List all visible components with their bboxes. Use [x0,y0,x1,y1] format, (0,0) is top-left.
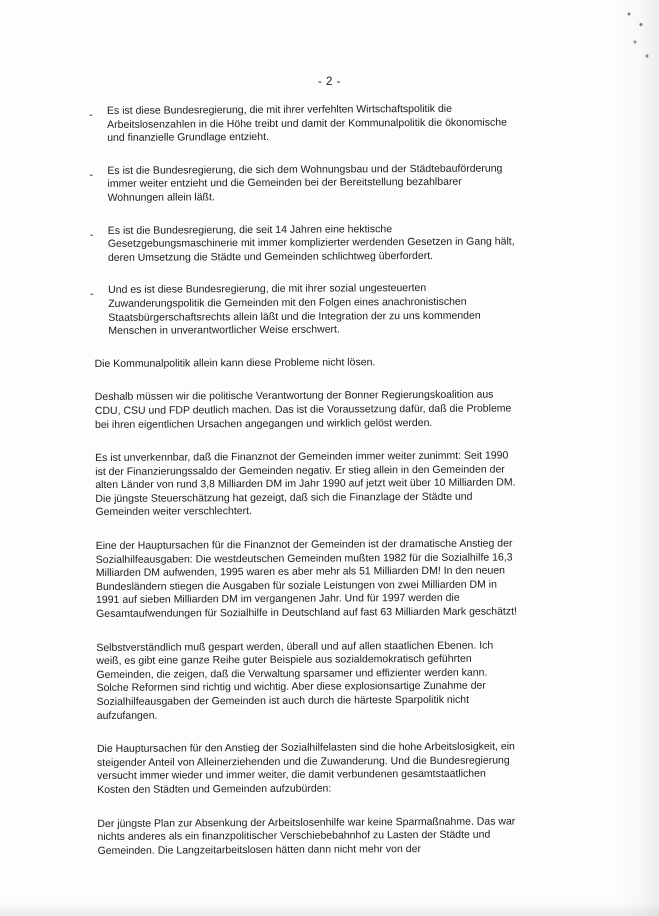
bullet-item: - Und es ist diese Bundesregierung, die mit ihrer sozial ungesteuerten Zuwanderungspolitik die Gemeinden mit den Folgen eines anachronistischen Staatsbürgerschaftsrechts allein läßt und die Integration der zu uns kommenden Menschen in unverantwortlicher Weise erschwert. [94,282,516,339]
scan-shadow-bottom [0,902,659,916]
paragraph: Eine der Hauptursachen für die Finanznot der Gemeinden ist der dramatische Anstieg der Sozialhilfeausgaben: Die westdeutschen Gemeinden mußten 1982 für die Sozialhilfe 16,3 Milliarden DM aufwenden, 1995 waren es aber mehr als 51 Milliarden DM! In den neuen Bundesländern stiegen die Ausgaben für soziale Leistungen von zwei Milliarden DM in 1991 auf sieben Milliarden DM im vergangenen Jahr. Und für 1997 werden die Gesamtaufwendungen für Sozialhilfe in Deutschland auf fast 63 Milliarden Mark geschätzt! [95,537,517,621]
paragraph: Selbstverständlich muß gespart werden, überall und auf allen staatlichen Ebenen. Ich weiß, es gibt eine ganze Reihe guter Beispiele aus sozialdemokratisch geführten Gemeinden, die zeigen, daß die Verwaltung sparsamer und effizienter werden kann. Solche Reformen sind richtig und wichtig. Aber diese explosionsartige Zunahme der Sozialhilfeausgaben der Gemeinden ist auch durch die härteste Sparpolitik nicht aufzufangen. [96,639,494,722]
paragraph: Der jüngste Plan zur Absenkung der Arbeitslosenhilfe war keine Sparmaßnahme. Das war nichts anderes als ein finanzpolitischer Verschiebebahnhof zu Lasten der Städte und Gemeinden. Die Langzeitarbeitslosen hätten dann nicht mehr von der [97,814,516,857]
paragraph: Die Hauptursachen für den Anstieg der Sozialhilfelasten sind die hohe Arbeitslosigkeit, ein steigender Anteil von Alleinerziehenden und die Zuwanderung. Und die Bundesregierung versucht immer wieder und immer weiter, die damit verbundenen gesamtstaatlichen Kosten den Städten und Gemeinden aufzubürden: [96,740,515,796]
bullet-list [93,102,516,338]
page-number: - 2 - [318,76,341,88]
paragraph: Deshalb müssen wir die politische Verantwortung der Bonner Regierungskoalition aus CDU, CSU und FDP deutlich machen. Das ist die Voraussetzung dafür, daß die Probleme bei ihren eigentlichen Ursachen angegangen und wirklich gelöst werden. [94,388,512,431]
paragraph: Es ist unverkennbar, daß die Finanznot der Gemeinden immer weiter zunimmt: Seit 1990 ist der Finanzierungssaldo der Gemeinden negativ. Er stieg allein in den Gemeinden der alten Länder von rund 3,8 Milliarden DM im Jahr 1990 auf jetzt weit über 10 Milliarden DM. Die jüngste Steuerschätzung hat gezeigt, daß sich die Finanzlage der Städte und Gemeinden weiter verschlechtert. [95,449,516,519]
bullet-item: - Es ist die Bundesregierung, die seit 14 Jahren eine hektische Gesetzgebungsmaschinerie mit immer komplizierter werdenden Gesetzen in Gang hält, deren Umsetzung die Städte und Gemeinden schlichtweg überfordert. [94,222,516,265]
scan-shadow-right [613,0,659,916]
bullet-item: - Es ist die Bundesregierung, die sich dem Wohnungsbau und der Städtebauförderung immer weiter entzieht und die Gemeinden bei der Bereitstellung bezahlbarer Wohnungen allein läßt. [93,162,515,205]
document-body [93,102,520,858]
bullet-item: - Es ist diese Bundesregierung, die mit ihrer verfehlten Wirtschaftspolitik die Arbeitslosenzahlen in die Höhe treibt und damit der Kommunalpolitik die ökonomische und finanzielle Grundlage entzieht. [93,102,515,145]
scan-specks [623,0,653,70]
paragraph: Die Kommunalpolitik allein kann diese Probleme nicht lösen. [94,355,376,370]
